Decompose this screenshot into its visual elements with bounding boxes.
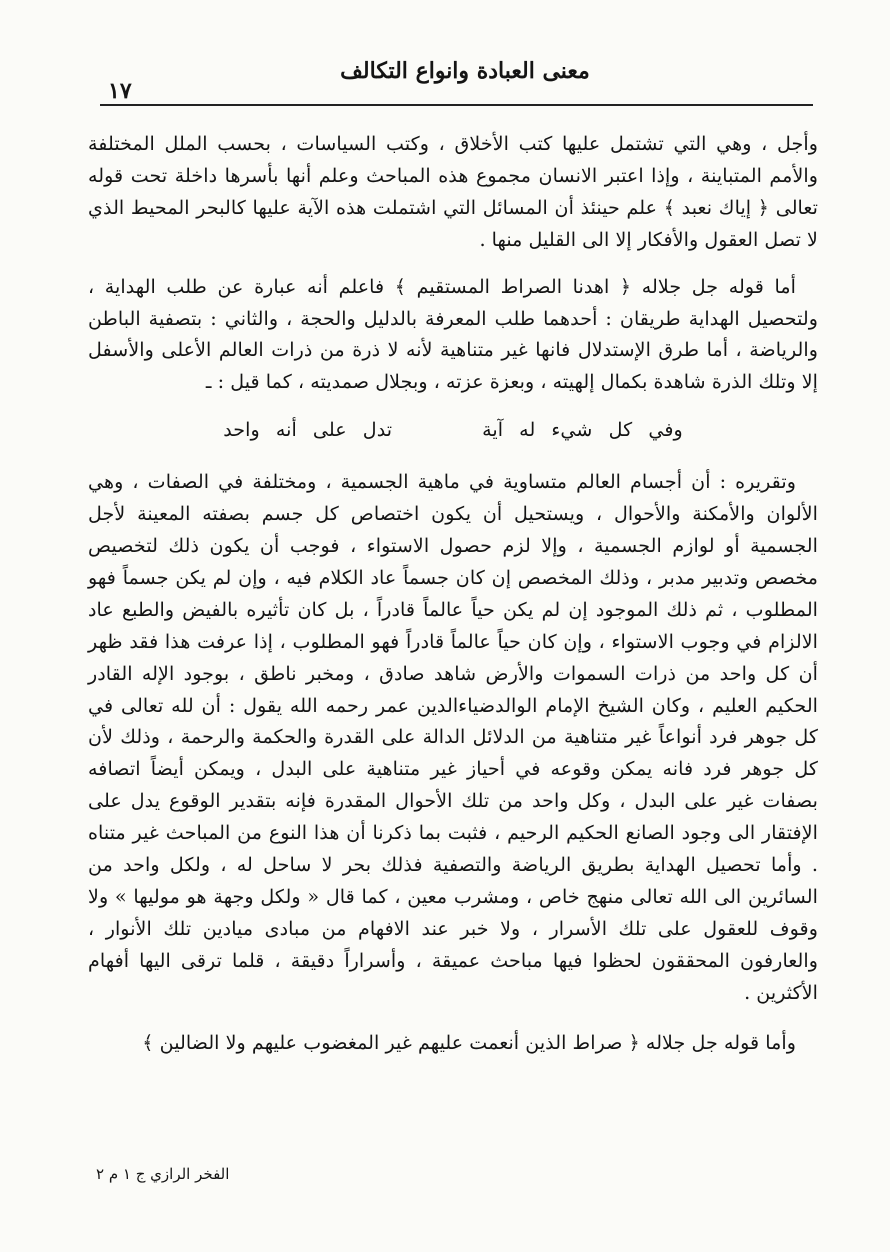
header-rule <box>100 104 813 106</box>
paragraph-1: وأجل ، وهي التي تشتمل عليها كتب الأخلاق ، وكتب السياسات ، بحسب الملل المختلفة والأمم المتباينة ، وإذا اعتبر الانسان مجموع هذه المباحث وعلم أنها بأسرها داخلة تحت قوله تعالى ﴿ إياك نعبد ﴾ علم حينئذ أن المسائل التي اشتملت هذه الآية عليها كالبحر المحيط الذي لا تصل العقول والأفكار إلا الى القليل منها . <box>88 132 818 251</box>
running-title: معنى العبادة وانواع التكالف <box>340 58 590 84</box>
verse-hemistich-1: وفي كل شيء له آية <box>482 418 683 442</box>
page-number: ١٧ <box>108 78 132 104</box>
body-text <box>88 128 818 1058</box>
verse-line <box>88 414 818 446</box>
paragraph-2: أما قوله جل جلاله ﴿ اهدنا الصراط المستقيم ﴾ فاعلم أنه عبارة عن طلب الهداية ، ولتحصيل الهداية طريقان : أحدهما طلب المعرفة بالدليل والحجة ، والثاني : بتصفية الباطن والرياضة ، أما طرق الإستدلال فانها غير متناهية لأنه لا ذرة من ذرات العالم الأعلى والأسفل إلا وتلك الذرة شاهدة بكمال إلهيته ، وبعزة عزته ، وبجلال صمديته ، كما قيل : ـ <box>88 274 818 394</box>
footer-signature-mark: الفخر الرازي ج ١ م ٢ <box>96 1165 230 1183</box>
verse-hemistich-2: تدل على أنه واحد <box>223 418 393 442</box>
paragraph-3: وتقريره : أن أجسام العالم متساوية في ماهية الجسمية ، ومختلفة في الصفات ، وهي الألوان والأمكنة والأحوال ، ويستحيل أن يكون اختصاص كل جسم بصفته المعينة لأجل الجسمية أو لوازم الجسمية ، وإلا لزم حصول الاستواء ، فوجب أن يكون ذلك لتخصيص مخصص وتدبير مدبر ، وذلك المخصص إن كان جسماً عاد الكلام فيه ، وإن لم يكن جسماً فهو المطلوب ، ثم ذلك الموجود إن لم يكن حياً عالماً قادراً ، بل كان تأثيره بالفيض والطبع عاد الالزام في وجوب الاستواء ، وإن كان حياً عالماً قادراً فهو المطلوب ، إذا عرفت هذا فقد ظهر أن كل واحد من ذرات السموات والأرض شاهد صادق ، ومخبر ناطق ، بوجود الإله القادر الحكيم العليم ، وكان الشيخ الإمام الوالدضياءالدين عمر رحمه الله يقول : أن لله تعالى في كل جوهر فرد أنواعاً غير متناهية من الدلائل الدالة على القدرة والحكمة والرحمة ، وذلك لأن كل جوهر فرد فانه يمكن وقوعه في أحياز غير متناهية على البدل ، ويمكن أيضاً اتصافه بصفات غير على البدل ، وكل واحد من تلك الأحوال المقدرة فإنه بتقدير الوقوع يدل على الإفتقار الى وجود الصانع الحكيم الرحيم ، فثبت بما ذكرنا أن هذا النوع من المباحث غير متناه . وأما تحصيل الهداية بطريق الرياضة والتصفية فذلك بحر لا ساحل له ، ولكل واحد من السائرين الى الله تعالى منهج خاص ، ومشرب معين ، كما قال « ولكل وجهة هو موليها » ولا وقوف للعقول على تلك الأسرار ، ولا خبر عند الافهام من مبادى ميادين تلك الأنوار ، والعارفون المحققون لحظوا فيها مباحث عميقة ، وأسراراً دقيقة ، قلما ترقى اليها أفهام الأكثرين . <box>88 470 818 1004</box>
paragraph-4: وأما قوله جل جلاله ﴿ صراط الذين أنعمت عليهم غير المغضوب عليهم ولا الضالين ﴾ <box>142 1030 796 1054</box>
